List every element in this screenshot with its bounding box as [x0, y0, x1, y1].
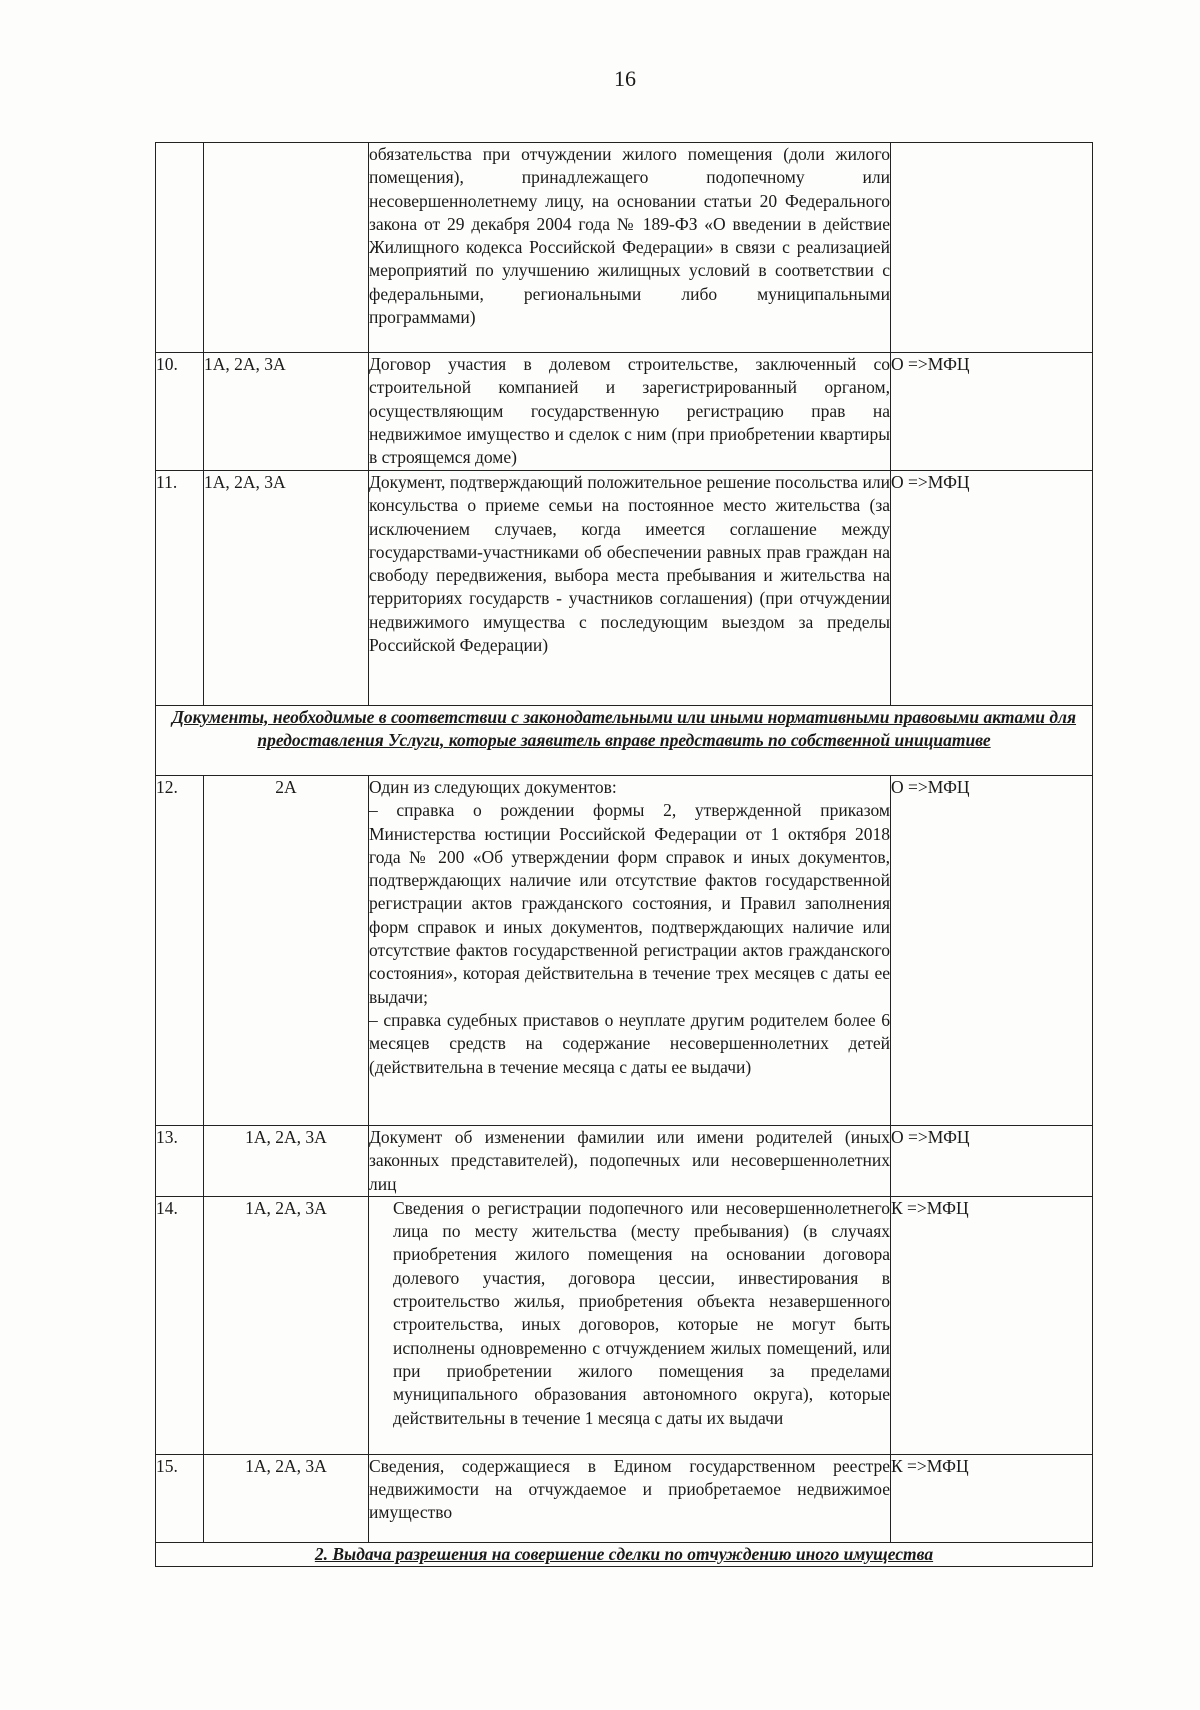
row-codes: 1А, 2А, 3А — [204, 471, 369, 706]
row-codes: 1А, 2А, 3А — [204, 353, 369, 471]
row-receipt: К =>МФЦ — [891, 1454, 1093, 1542]
row-receipt — [891, 143, 1093, 353]
row-number: 14. — [156, 1196, 204, 1454]
table-row — [156, 143, 1093, 353]
table-row — [156, 471, 1093, 706]
row-description: Сведения, содержащиеся в Едином государственном реестре недвижимости на отчуждаемое и приобретаемое недвижимое имущество — [369, 1454, 891, 1542]
table-row — [156, 353, 1093, 471]
row-description — [369, 776, 891, 1126]
list-item: – справка судебных приставов о неуплате другим родителем более 6 месяцев средств на содержание несовершеннолетних детей (действительна в течение месяца с даты ее выдачи) — [369, 1009, 890, 1077]
row-codes: 1А, 2А, 3А — [204, 1196, 369, 1454]
page-number: 16 — [614, 66, 636, 91]
list-item: – справка о рождении формы 2, утвержденной приказом Министерства юстиции Российской Федерации от 1 октября 2018 года № 200 «Об утверждении форм справок и иных документов, подтверждающих наличие или отсутствие фактов государственной регистрации актов гражданского состояния, и Правил заполнения форм справок и иных документов, подтверждающих наличие или отсутствие фактов государственной регистрации актов гражданского состояния», которая действительна в течение трех месяцев с даты ее выдачи; — [369, 800, 890, 1007]
row-description: Договор участия в долевом строительстве, заключенный со строительной компанией и зарегистрированный органом, осуществляющим государственную регистрацию прав на недвижимое имущество и сделок с ним (при приобретении квартиры в строящемся доме) — [369, 353, 891, 471]
row-number: 11. — [156, 471, 204, 706]
row-codes — [204, 143, 369, 353]
footer-heading: 2. Выдача разрешения на совершение сделки по отчуждению иного имущества — [314, 1543, 934, 1564]
row-number: 12. — [156, 776, 204, 1126]
row-description: Документ, подтверждающий положительное решение посольства или консульства о приеме семьи на постоянное место жительства (за исключением случаев, когда имеется соглашение между государствами-участниками об обеспечении равных прав граждан на свободу передвижения, выбора места пребывания и жительства на территориях государств - участников соглашения) (при отчуждении недвижимого имущества с последующим выездом за пределы Российской Федерации) — [369, 471, 891, 706]
row-codes: 1А, 2А, 3А — [204, 1454, 369, 1542]
section-heading: Документы, необходимые в соответствии с законодательными или иными нормативными правовыми актами для предоставления Услуги, которые заявитель вправе представить по собственной инициативе — [171, 707, 1077, 751]
row-receipt: О =>МФЦ — [891, 776, 1093, 1126]
table-row — [156, 1126, 1093, 1197]
footer-heading-row — [156, 1542, 1093, 1566]
table-row — [156, 776, 1093, 1126]
documents-table — [155, 142, 1093, 1567]
row-number: 13. — [156, 1126, 204, 1197]
table-row — [156, 1196, 1093, 1454]
list-intro: Один из следующих документов: — [369, 777, 617, 797]
row-description: Документ об изменении фамилии или имени родителей (иных законных представителей), подопечных или несовершеннолетних лиц — [369, 1126, 891, 1197]
row-number: 15. — [156, 1454, 204, 1542]
row-receipt: О =>МФЦ — [891, 1126, 1093, 1197]
row-receipt: О =>МФЦ — [891, 353, 1093, 471]
table-row — [156, 1454, 1093, 1542]
row-number — [156, 143, 204, 353]
row-receipt: К =>МФЦ — [891, 1196, 1093, 1454]
row-description: Сведения о регистрации подопечного или несовершеннолетнего лица по месту жительства (месту пребывания) (в случаях приобретения жилого помещения на основании договора долевого участия, договора цессии, инвестирования в строительство жилья, приобретения объекта незавершенного строительства, иных договоров, которые не могут быть исполнены одновременно с отчуждением жилых помещений, или при приобретении жилого помещения за пределами муниципального образования автономного округа), которые действительны в течение 1 месяца с даты их выдачи — [369, 1196, 891, 1454]
row-receipt: О =>МФЦ — [891, 471, 1093, 706]
section-heading-row — [156, 706, 1093, 776]
row-number: 10. — [156, 353, 204, 471]
row-codes: 1А, 2А, 3А — [204, 1126, 369, 1197]
row-codes: 2А — [204, 776, 369, 1126]
row-description: обязательства при отчуждении жилого помещения (доли жилого помещения), принадлежащего подопечному или несовершеннолетнему лицу, на основании статьи 20 Федерального закона от 29 декабря 2004 года № 189-ФЗ «О введении в действие Жилищного кодекса Российской Федерации» в связи с реализацией мероприятий по улучшению жилищных условий в соответствии с федеральными, региональными либо муниципальными программами) — [369, 143, 891, 353]
